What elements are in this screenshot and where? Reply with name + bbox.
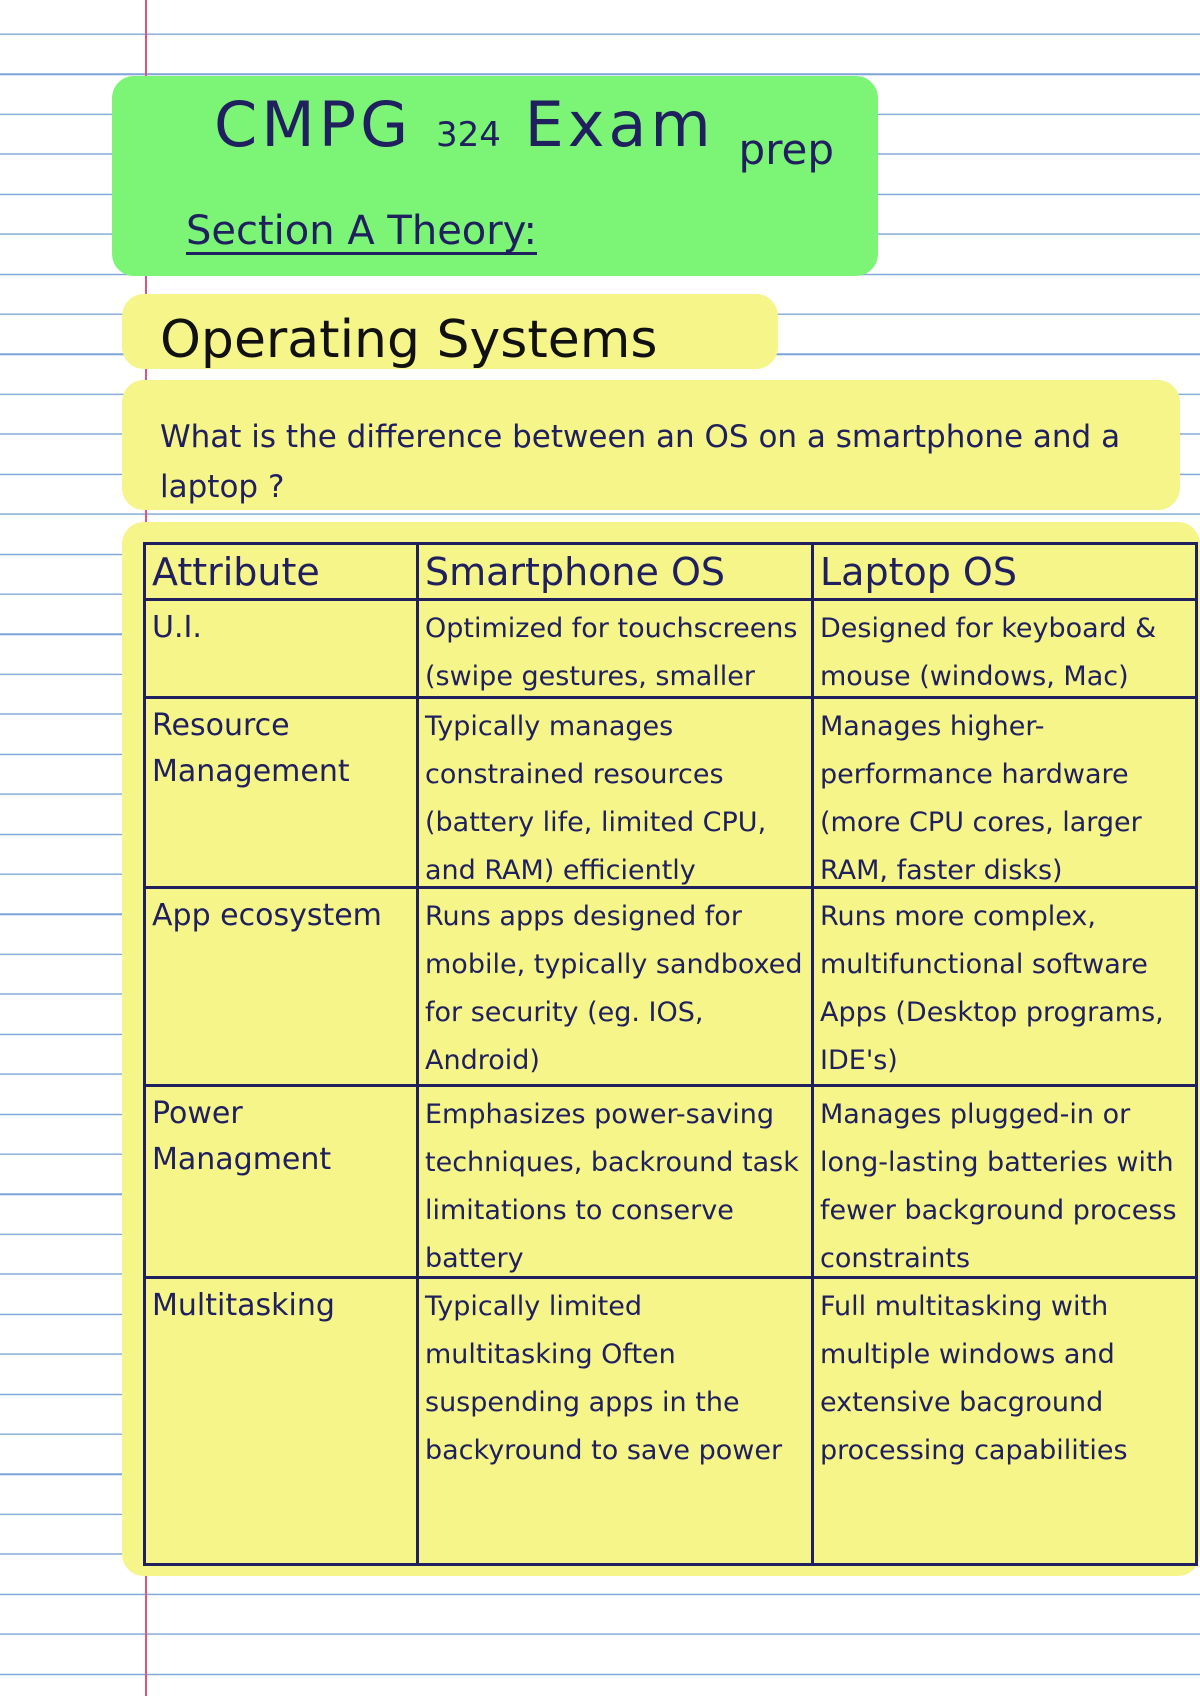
table-cell-laptop: Manages plugged-in or long-lasting batteries with fewer background process constraints — [814, 1087, 1195, 1279]
section-heading: Section A Theory: — [186, 208, 537, 254]
exam-word: Exam — [524, 88, 715, 161]
page-title — [214, 88, 835, 174]
table-cell-laptop: Manages higher-performance hardware (more CPU cores, larger RAM, faster disks) — [814, 699, 1195, 889]
table-cell-laptop: Runs more complex, multifunctional software Apps (Desktop programs, IDE's) — [814, 889, 1195, 1087]
table-cell-smartphone: Runs apps designed for mobile, typically sandboxed for security (eg. IOS, Android) — [419, 889, 814, 1087]
table-cell-smartphone: Optimized for touchscreens (swipe gestures, smaller — [419, 601, 814, 699]
table-cell-smartphone: Emphasizes power-saving techniques, backround task limitations to conserve battery — [419, 1087, 814, 1279]
table-cell-attribute: Resource Management — [146, 699, 419, 889]
table-cell-attribute: Power Managment — [146, 1087, 419, 1279]
course-code: 324 — [435, 115, 501, 155]
table-cell-laptop: Full multitasking with multiple windows and extensive bacground processing capabilities — [820, 1291, 1128, 1466]
table-cell-attribute: Multitasking — [146, 1279, 419, 1563]
question-text: What is the difference between an OS on a smartphone and a laptop ? — [160, 419, 1121, 505]
table-cell-attribute: App ecosystem — [146, 889, 419, 1087]
table-cell-laptop: Designed for keyboard & mouse (windows, Mac) — [814, 601, 1195, 699]
topic-heading: Operating Systems — [160, 310, 658, 370]
prep-word: prep — [738, 125, 835, 174]
table-header-smartphone: Smartphone OS — [419, 545, 814, 601]
table-cell-smartphone: Typically limited multitasking Often suspending apps in the backyround to save power — [419, 1279, 814, 1563]
comparison-table — [143, 542, 1198, 1566]
table-header-laptop: Laptop OS — [814, 545, 1195, 601]
table-cell-attribute: U.I. — [146, 601, 419, 699]
course-name: CMPG — [214, 88, 413, 161]
table-header-attribute: Attribute — [146, 545, 419, 601]
table-cell-smartphone: Typically manages constrained resources (battery life, limited CPU, and RAM) efficiently — [419, 699, 814, 889]
